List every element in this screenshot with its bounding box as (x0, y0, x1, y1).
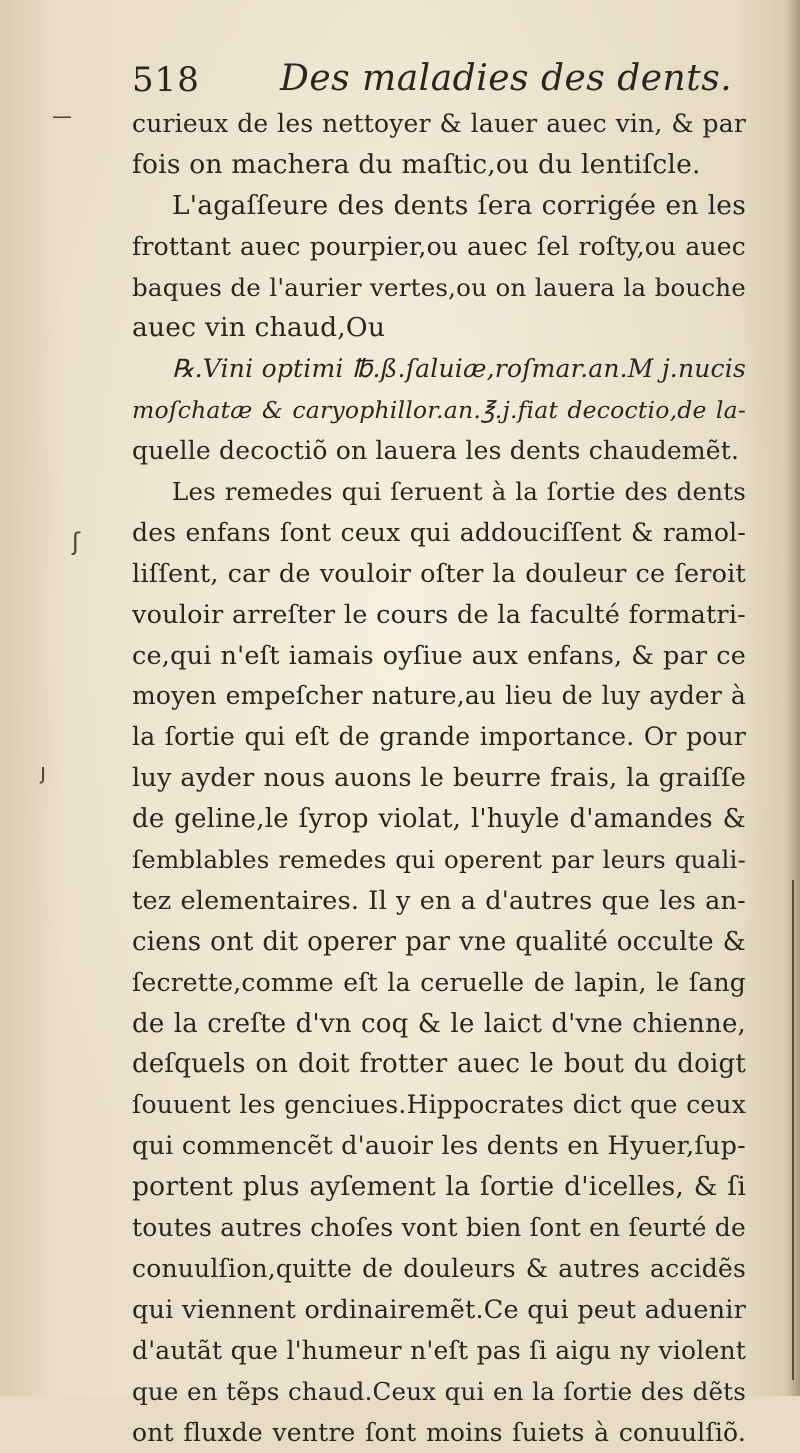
text-line: qui viennent ordinairemẽt.Ce qui peut aduenir (132, 1290, 746, 1331)
margin-mark-hook: ȷ (40, 760, 46, 785)
text-line: qui commencẽt d'auoir les dents en Hyuer,ſup- (132, 1126, 746, 1167)
page-header (132, 58, 752, 108)
text-line: ce,qui n'eſt iamais oyſiue aux enfans, & par ce (132, 636, 746, 677)
text-line: frottant auec pourpier,ou auec ſel roſty,ou auec (132, 227, 746, 268)
text-line: portent plus ayſement la ſortie d'icelles, & ſi (132, 1167, 746, 1208)
text-line: que en tẽps chaud.Ceux qui en la ſortie des dẽts (132, 1372, 746, 1413)
text-line: moyen empeſcher nature,au lieu de luy ayder à (132, 676, 746, 717)
text-line: ont fluxde ventre ſont moins ſuiets à conuulſiõ. (132, 1413, 746, 1453)
text-line: des enfans ſont ceux qui addouciſſent & ramol- (132, 513, 746, 554)
margin-mark-arrow: — (52, 104, 72, 128)
text-line: auec vin chaud,Ou (132, 308, 746, 349)
text-line: d'autãt que l'humeur n'eſt pas ſi aigu ny violent (132, 1331, 746, 1372)
running-head: Des maladies des dents. (280, 58, 732, 99)
text-line: ℞.Vini optimi ℔.ß.ſaluiæ,roſmar.an.M j.nucis (132, 349, 746, 390)
text-line: tez elementaires. Il y en a d'autres que les an- (132, 881, 746, 922)
page-number: 518 (132, 60, 200, 100)
text-line: de la creſte d'vn coq & le laict d'vne chienne, (132, 1004, 746, 1045)
text-line: quelle decoctiõ on lauera les dents chaudemẽt. (132, 431, 746, 472)
text-line: baques de l'aurier vertes,ou on lauera la bouche (132, 268, 746, 309)
margin-mark-tick: ʃ (72, 528, 80, 556)
text-line: vouloir arreſter le cours de la faculté formatri- (132, 595, 746, 636)
text-line: conuulſion,quitte de douleurs & autres accidẽs (132, 1249, 746, 1290)
text-line: moſchatæ & caryophillor.an.℥.j.fiat decoctio,de la- (132, 390, 746, 431)
text-line: L'agaſſeure des dents ſera corrigée en les (132, 186, 746, 227)
text-line: de geline,le ſyrop violat, l'huyle d'amandes & (132, 799, 746, 840)
text-line: liſſent, car de vouloir oſter la douleur ce ſeroit (132, 554, 746, 595)
text-line: Les remedes qui ſeruent à la ſortie des dents (132, 472, 746, 513)
text-line: luy ayder nous auons le beurre frais, la graiſſe (132, 758, 746, 799)
page-edge-line (792, 880, 794, 1380)
text-line: ciens ont dit operer par vne qualité occulte & (132, 922, 746, 963)
text-line: toutes autres choſes vont bien ſont en ſeurté de (132, 1208, 746, 1249)
text-line: deſquels on doit frotter auec le bout du doigt (132, 1044, 746, 1085)
text-line: fois on machera du maſtic,ou du lentiſcle. (132, 145, 746, 186)
body-text (132, 104, 746, 1453)
text-line: ſecrette,comme eſt la ceruelle de lapin, le ſang (132, 963, 746, 1004)
text-line: la ſortie qui eſt de grande importance. Or pour (132, 717, 746, 758)
text-line: curieux de les nettoyer & lauer auec vin, & par (132, 104, 746, 145)
text-line: ſemblables remedes qui operent par leurs quali- (132, 840, 746, 881)
text-line: ſouuent les genciues.Hippocrates dict que ceux (132, 1085, 746, 1126)
